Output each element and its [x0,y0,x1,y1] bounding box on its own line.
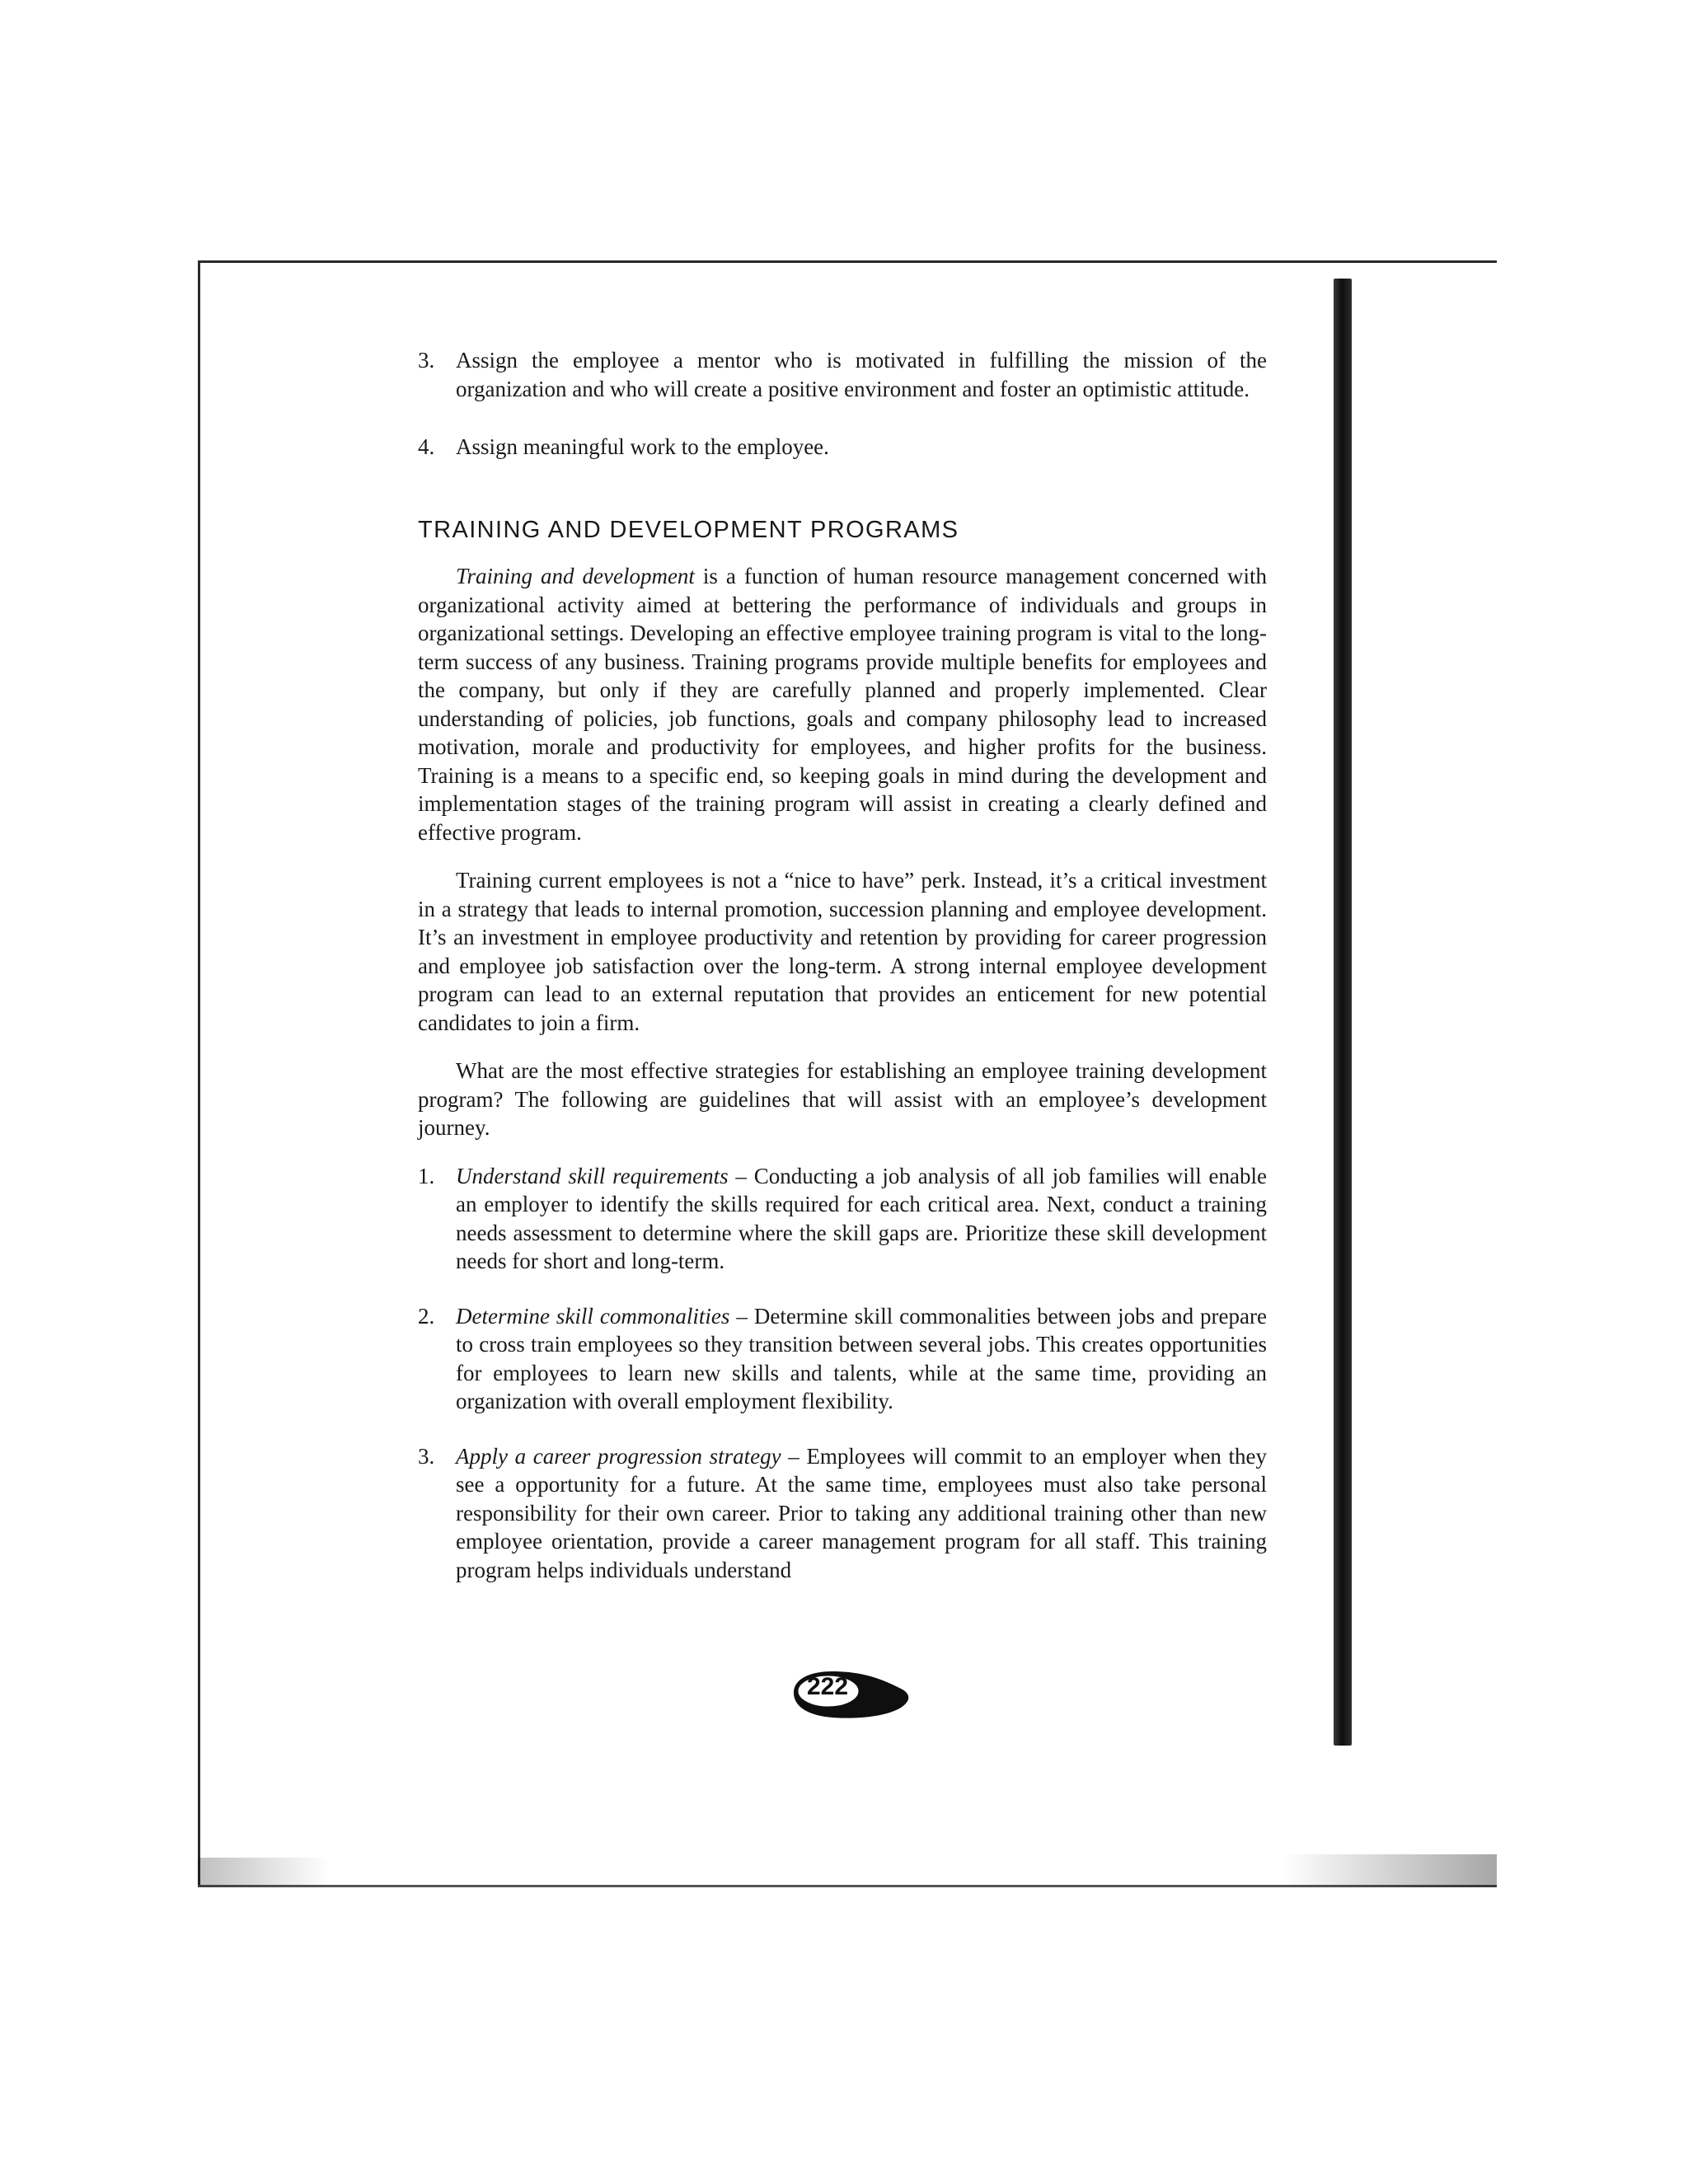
top-border [198,260,1497,263]
scan-shadow [198,1858,330,1887]
paragraph-text: is a function of human resource management concerned with organizational activity aimed at bettering the performance of individuals and groups in organizational settings. Developing an effective employee training program is vital to the long-term success of any business. Training programs provide multiple benefits for employees and the company, but only if they are carefully planned and properly implemented. Clear understanding of policies, job functions, goals and company philosophy lead to increased motivation, morale and productivity for employees, and higher profits for the business. Training is a means to a specific end, so keeping goals in mind during the development and implementation stages of the training program will assist in creating a clearly defined and effective program. [418,564,1267,845]
list-text: Assign the employee a mentor who is motivated in fulfilling the mission of the organization and who will create a positive environment and foster an optimistic attitude. [456,348,1267,401]
paragraph [418,562,1267,846]
section-heading: TRAINING AND DEVELOPMENT PROGRAMS [418,516,959,543]
paragraph: What are the most effective strategies for establishing an employee training development program? The following are guidelines that will assist with an employee’s development journey. [418,1058,1267,1140]
guideline-title: Apply a career progression strategy [456,1443,781,1469]
guideline-text: – Conducting a job analysis of all job families will enable an employer to identify the skills required for each critical area. Next, conduct a training needs assessment to determine where the skill gaps are. Prioritize these skill development needs for short and long-term. [456,1163,1268,1273]
page-number: 222 [806,1673,849,1700]
list-item [418,1302,1267,1416]
list-text: Assign meaningful work to the employee. [456,434,829,459]
list-number: 1. [418,1163,435,1188]
list-number: 3. [418,348,435,373]
list-item [418,1162,1267,1276]
scan-shadow [1282,1854,1497,1887]
guideline-title: Determine skill commonalities [456,1303,730,1329]
list-item [418,1442,1267,1585]
list-number: 2. [418,1303,435,1329]
list-number: 3. [418,1443,435,1469]
italic-term: Training and development [456,564,695,588]
paragraph: Training current employees is not a “nice to have” perk. Instead, it’s a critical investment in a strategy that leads to internal promotion, succession planning and employee development. It’s an investment in employee productivity and retention by providing for career progression and employee job satisfaction over the long-term. A strong internal employee development program can lead to an external reputation that provides an enticement for new potential candidates to join a firm. [418,868,1267,1035]
page-content [418,346,1267,1584]
book-spine-edge [1334,279,1352,1746]
guideline-title: Understand skill requirements [456,1163,729,1188]
page-number-badge [787,1668,911,1721]
guideline-text: – Determine skill commonalities between jobs and prepare to cross train employees so they transition between several jobs. This creates opportunities for employees to learn new skills and talents, while at the same time, providing an organization with overall employment flexibility. [456,1303,1267,1413]
list-number: 4. [418,434,435,459]
guidelines-list [418,1162,1267,1585]
left-border [198,260,200,1887]
guideline-text: – Employees will commit to an employer when they see a opportunity for a future. At the same time, employees must also take personal responsibility for their own career. Prior to taking any additional training other than new employee orientation, provide a career management program for all staff. This training program helps individuals understand [456,1443,1267,1582]
list-item [418,433,1267,462]
list-item [418,346,1267,403]
